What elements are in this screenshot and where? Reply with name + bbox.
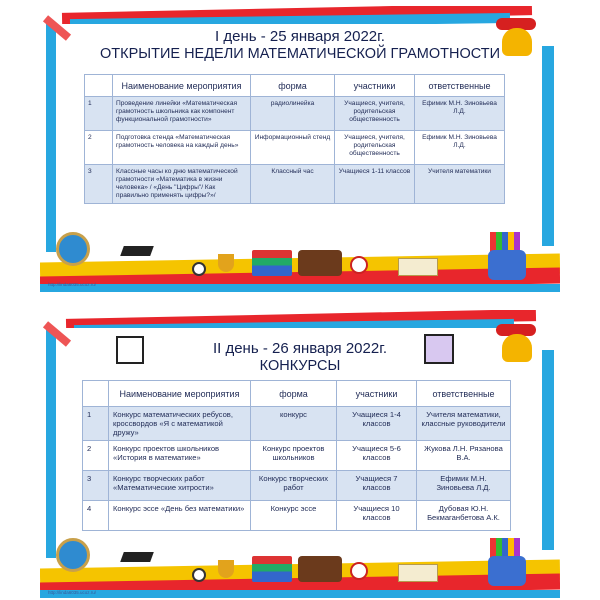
row-number: 4 (83, 501, 109, 531)
event-name: Конкурс проектов школьников «История в математике» (109, 441, 251, 471)
row-number: 1 (83, 407, 109, 441)
slide-day-1 (40, 6, 560, 292)
event-responsible: Учителя математики, классные руководители (417, 407, 511, 441)
event-name: Проведение линейки «Математическая грамотность школьника как компонент функциональной грамотности» (113, 97, 251, 131)
event-responsible: Дубовая Ю.Н. Бекмаганбетова А.К. (417, 501, 511, 531)
header-num (83, 381, 109, 407)
event-participants: Учащиеся 5-6 классов (337, 441, 417, 471)
header-participants: участники (335, 75, 415, 97)
header-event-name: Наименование мероприятия (113, 75, 251, 97)
header-form: форма (251, 75, 335, 97)
frame-stripe-right (542, 46, 554, 246)
event-form: Информационный стенд (251, 131, 335, 165)
event-form: Конкурс творческих работ (251, 471, 337, 501)
event-participants: Учащиеся 1-4 классов (337, 407, 417, 441)
alarm-clock-icon (350, 562, 368, 580)
globe-icon (56, 232, 90, 266)
header-responsible: ответственные (417, 381, 511, 407)
table-row (85, 131, 505, 165)
event-form: Конкурс эссе (251, 501, 337, 531)
header-num (85, 75, 113, 97)
slide-day-2 (40, 310, 560, 598)
row-number: 1 (85, 97, 113, 131)
books-icon (252, 250, 292, 276)
header-event-name: Наименование мероприятия (109, 381, 251, 407)
event-participants: Учащиеся 7 классов (337, 471, 417, 501)
open-book-icon (398, 258, 438, 276)
source-link[interactable]: http://linda6035.ucoz.ru/ (48, 590, 97, 595)
event-form: Классный час (251, 165, 335, 204)
table-header-row (83, 381, 511, 407)
graduation-cap-icon (120, 552, 154, 562)
event-participants: Учащиеся, учителя, родительская общественность (335, 131, 415, 165)
source-link[interactable]: http://linda6035.ucoz.ru/ (48, 282, 97, 287)
event-form: радиолинейка (251, 97, 335, 131)
row-number: 2 (83, 441, 109, 471)
event-form: конкурс (251, 407, 337, 441)
event-participants: Учащиеся, учителя, родительская общественность (335, 97, 415, 131)
frame-stripe-blue-bottom (40, 284, 560, 292)
event-name: Классные часы ко дню математической грамотности «Математика в жизни человека» / «День "Цифры"/ Как правильно применять цифры?»/ (113, 165, 251, 204)
header-form: форма (251, 381, 337, 407)
briefcase-icon (298, 250, 342, 276)
slide-title-date: II день - 26 января 2022г. (212, 340, 388, 357)
table-row (85, 97, 505, 131)
books-icon (252, 556, 292, 582)
alarm-clock-icon (350, 256, 368, 274)
graduation-cap-icon (120, 246, 154, 256)
slide-title-theme: ОТКРЫТИЕ НЕДЕЛИ МАТЕМАТИЧЕСКОЙ ГРАМОТНОСТИ (100, 46, 500, 62)
event-name: Конкурс эссе «День без математики» (109, 501, 251, 531)
event-name: Подготовка стенда «Математическая грамотность человека на каждый день» (113, 131, 251, 165)
event-participants: Учащиеся 1-11 классов (335, 165, 415, 204)
briefcase-icon (298, 556, 342, 582)
open-book-icon (398, 564, 438, 582)
backpack-icon (488, 556, 526, 586)
row-number: 3 (85, 165, 113, 204)
event-responsible: Ефимик М.Н. Зиновьева Л.Д. (417, 471, 511, 501)
table-row (85, 165, 505, 204)
soccer-ball-icon (192, 568, 206, 582)
event-name: Конкурс математических ребусов, кроссвордов «Я с математикой дружу» (109, 407, 251, 441)
row-number: 2 (85, 131, 113, 165)
frame-stripe-right (542, 350, 554, 550)
slide-title-date: I день - 25 января 2022г. (215, 28, 385, 45)
row-number: 3 (83, 471, 109, 501)
event-responsible: Ефимик М.Н. Зиновьева Л.Д. (415, 131, 505, 165)
events-table (82, 380, 511, 531)
trophy-icon (218, 560, 234, 578)
event-responsible: Учителя математики (415, 165, 505, 204)
events-table (84, 74, 505, 204)
backpack-icon (488, 250, 526, 280)
event-form: Конкурс проектов школьников (251, 441, 337, 471)
globe-icon (56, 538, 90, 572)
header-responsible: ответственные (415, 75, 505, 97)
table-row (83, 441, 511, 471)
soccer-ball-icon (192, 262, 206, 276)
table-row (83, 407, 511, 441)
trophy-icon (218, 254, 234, 272)
header-participants: участники (337, 381, 417, 407)
table-row (83, 501, 511, 531)
event-participants: Учащиеся 10 классов (337, 501, 417, 531)
event-responsible: Ефимик М.Н. Зиновьева Л.Д. (415, 97, 505, 131)
slide-title-theme: КОНКУРСЫ (259, 358, 341, 374)
event-name: Конкурс творческих работ «Математические хитрости» (109, 471, 251, 501)
event-responsible: Жукова Л.Н. Рязанова В.А. (417, 441, 511, 471)
table-header-row (85, 75, 505, 97)
table-row (83, 471, 511, 501)
frame-stripe-blue-bottom (40, 590, 560, 598)
